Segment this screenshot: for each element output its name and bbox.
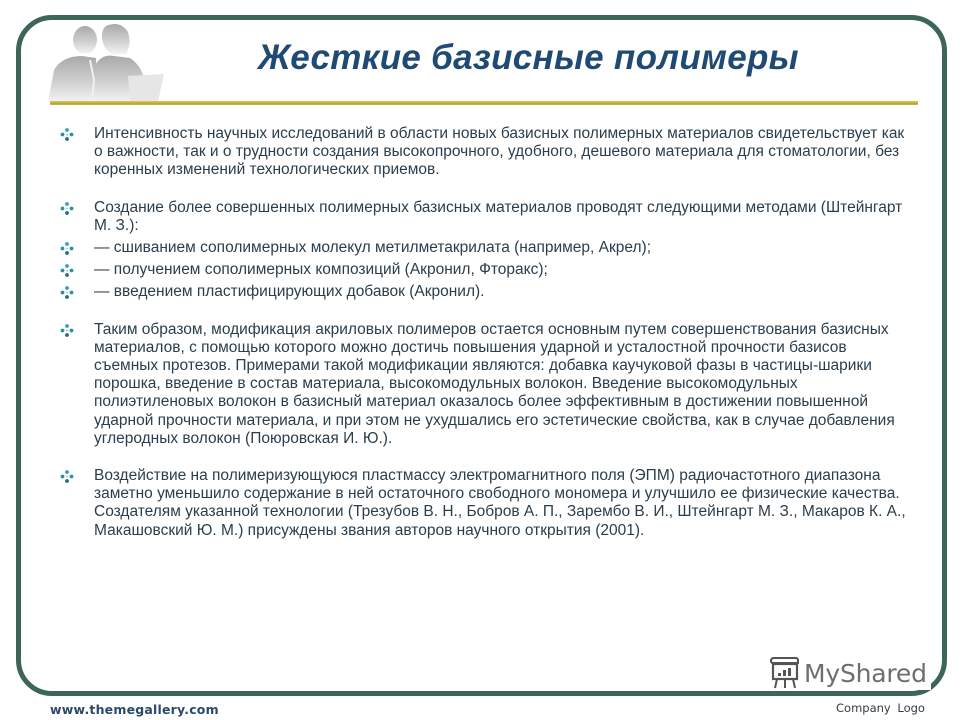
bullet-text: — сшиванием сополимерных молекул метилметакрилата (например, Акрел); [94, 239, 652, 257]
slide-title: Жесткие базисные полимеры [258, 38, 799, 77]
bullet-text: — введением пластифицирующих добавок (Акронил). [94, 283, 485, 301]
diamond-bullet-icon [60, 128, 74, 141]
bullet-item-crosslinking [60, 239, 910, 257]
bullet-text: Создание более совершенных полимерных базисных материалов проводят следующими методами (Штейнгарт М. З.): [94, 198, 903, 234]
diamond-bullet-icon [60, 470, 74, 483]
title-underline-divider [50, 101, 918, 105]
bullet-text: Интенсивность научных исследований в области новых базисных полимерных материалов свидетельствует как о важности, так и о трудности создания высокопрочного, удобного, дешевого материала для стоматологии, без коренных изменений технологических приемов. [94, 125, 905, 179]
diamond-bullet-icon [60, 202, 74, 215]
bullet-item-research-intensity [60, 125, 910, 180]
footer-company-logo: Company Logo [836, 701, 925, 715]
bullet-item-creation-methods [60, 199, 910, 235]
diamond-bullet-icon [60, 286, 74, 299]
bullet-item-copolymer-compositions [60, 261, 910, 279]
bullet-item-plasticizers [60, 283, 910, 301]
bullet-text: Таким образом, модификация акриловых полимеров остается основным путем совершенствования базисных материалов, с помощью которого можно достичь повышения ударной и усталостной прочности базисов съемных протезов. Примерами такой модификации являются: добавка каучуковой фазы в частицы-шарики порошка, введение в состав материала, высокомодульных волокон. Введение высокомодульных полиэтиленовых волокон в базисный материал оказалось более эффективным в достижении повышенной ударной прочности материала, и при этом не ухудшались его эстетические свойства, как в случае добавления углеродных волокон (Поюровская И. Ю.). [94, 320, 895, 447]
bullet-item-acrylic-modification [60, 321, 910, 448]
myshared-brand-text: MyShared [804, 658, 927, 688]
business-people-silhouette-icon [40, 18, 165, 102]
diamond-bullet-icon [60, 264, 74, 277]
presentation-board-icon [767, 656, 801, 690]
bullet-list [60, 125, 910, 540]
bullet-item-electromagnetic-field [60, 467, 910, 540]
myshared-watermark-logo [767, 656, 931, 690]
footer-website-link[interactable]: www.themegallery.com [50, 702, 219, 717]
bullet-text: — получением сополимерных композиций (Акронил, Фторакс); [94, 261, 548, 279]
diamond-bullet-icon [60, 242, 74, 255]
diamond-bullet-icon [60, 324, 74, 337]
bullet-text: Воздействие на полимеризующуюся пластмассу электромагнитного поля (ЭПМ) радиочастотного диапазона заметно уменьшило содержание в ней остаточного свободного мономера и улучшило ее физические качества. Создателям указанной технологии (Трезубов В. Н., Бобров А. П., Зарембо В. И., Штейнгарт М. З., Макаров К. А., Макашовский Ю. М.) присуждены звания авторов научного открытия (2001). [94, 467, 906, 539]
